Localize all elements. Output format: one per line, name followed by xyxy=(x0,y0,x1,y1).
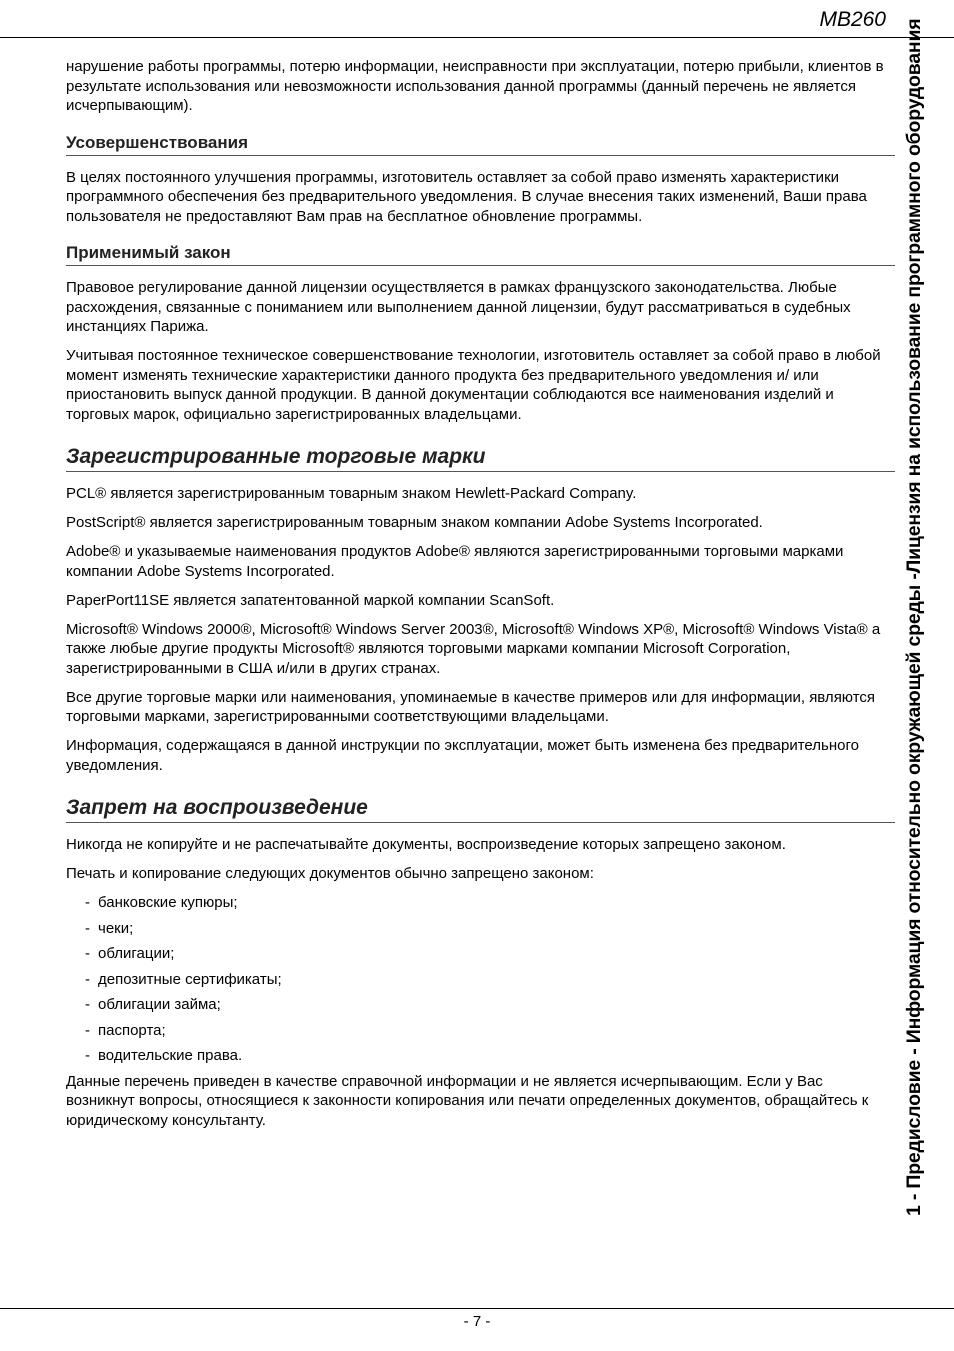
page-content xyxy=(66,57,895,1140)
list-item: - депозитные сертификаты; xyxy=(66,970,895,989)
trademarks-paragraph-1: PCL® является зарегистрированным товарным знаком Hewlett-Packard Company. xyxy=(66,485,637,502)
improvements-paragraph: В целях постоянного улучшения программы, изготовитель оставляет за собой право изменять характеристики программного обеспечения без предварительного уведомления. В случае внесения таких изменений, Ваши права пользователя не предоставляют Вам прав на бесплатное обновление программы. xyxy=(66,168,867,225)
footer-divider xyxy=(0,1308,954,1309)
improvements-heading: Усовершенствования xyxy=(66,133,895,156)
applicable-law-paragraph-2: Учитывая постоянное техническое совершенствование технологии, изготовитель оставляет за собой право в любой момент изменять технические характеристики данного продукта без предварительного уведомления и/ или приостановить выпуск данной продукции. В данной документации соблюдаются все наименования изделий и торговых марок, официально зарегистрированных владельцами. xyxy=(66,347,881,423)
list-item: - паспорта; xyxy=(66,1021,895,1040)
trademarks-paragraph-7: Информация, содержащаяся в данной инструкции по эксплуатации, может быть изменена без предварительного уведомления. xyxy=(66,737,859,774)
applicable-law-heading: Применимый закон xyxy=(66,243,895,266)
intro-paragraph: нарушение работы программы, потерю информации, неисправности при эксплуатации, потерю прибыли, клиентов в результате использования или невозможности использования данной программы (данный перечень не является исчерпывающим). xyxy=(66,58,884,114)
reproduction-paragraph-1: Никогда не копируйте и не распечатывайте документы, воспроизведение которых запрещено законом. xyxy=(66,836,786,853)
trademarks-paragraph-6: Все другие торговые марки или наименования, упоминаемые в качестве примеров или для информации, являются торговыми марками, зарегистрированными соответствующими владельцами. xyxy=(66,688,876,725)
applicable-law-paragraph-1: Правовое регулирование данной лицензии осуществляется в рамках французского законодательства. Любые расхождения, связанные с пониманием или выполнением данной лицензии, будут рассматриваться в судебных инстанциях Парижа. xyxy=(66,279,851,335)
trademarks-paragraph-5: Microsoft® Windows 2000®, Microsoft® Windows Server 2003®, Microsoft® Windows XP®, Microsoft® Windows Vista® а также любые другие продукты Microsoft® являются торговыми марками компании Microsoft Corporation, зарегистрированными в США и/или в других странах. xyxy=(66,620,881,677)
reproduction-paragraph-3: Данные перечень приведен в качестве справочной информации и не является исчерпывающим. Если у Вас возникнут вопросы, относящиеся к законности копирования или печати определенных документов, обращайтесь к юридическому консультанту. xyxy=(66,1072,869,1129)
list-item: - банковские купюры; xyxy=(66,893,895,912)
page-number: - 7 - xyxy=(463,1313,491,1330)
list-item: - чеки; xyxy=(66,919,895,938)
prohibited-documents-list xyxy=(66,893,895,1065)
trademarks-heading: Зарегистрированные торговые марки xyxy=(66,444,895,472)
list-item: - облигации займа; xyxy=(66,995,895,1014)
reproduction-heading: Запрет на воспроизведение xyxy=(66,795,895,823)
list-item: - облигации; xyxy=(66,944,895,963)
chapter-side-title: 1 - Предисловие - Информация относительно окружающей среды -Лицензия на использование программного оборудования xyxy=(903,18,925,1216)
list-item: - водительские права. xyxy=(66,1046,895,1065)
model-name: MB260 xyxy=(819,8,886,31)
trademarks-paragraph-2: PostScript® является зарегистрированным товарным знаком компании Adobe Systems Incorporated. xyxy=(66,514,763,531)
reproduction-paragraph-2: Печать и копирование следующих документов обычно запрещено законом: xyxy=(66,865,594,882)
trademarks-paragraph-3: Adobe® и указываемые наименования продуктов Adobe® являются зарегистрированными торговыми марками компании Adobe Systems Incorporated. xyxy=(66,543,844,580)
header-divider xyxy=(0,37,954,38)
trademarks-paragraph-4: PaperPort11SE является запатентованной маркой компании ScanSoft. xyxy=(66,591,555,609)
